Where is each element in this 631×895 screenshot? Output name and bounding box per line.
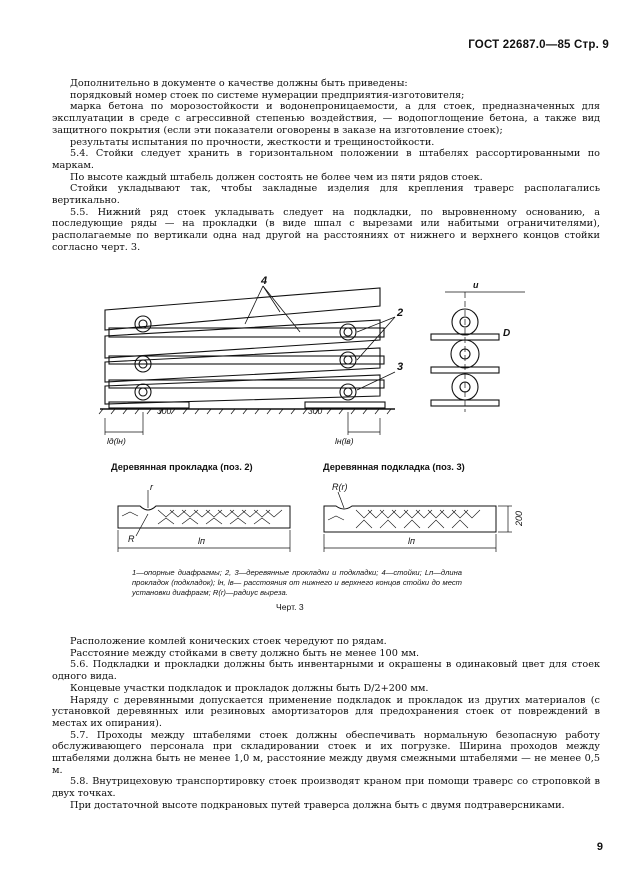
- paragraph: порядковый номер стоек по системе нумерации предприятия-изготовителя;: [70, 89, 465, 101]
- paragraph: Расположение комлей конических стоек чередуют по рядам.: [70, 636, 387, 647]
- label-R-left: R: [128, 534, 135, 544]
- label-u: u: [473, 280, 479, 290]
- label-r: r: [150, 482, 153, 492]
- page-number: 9: [596, 841, 603, 853]
- spacer-detail-right: [316, 480, 526, 560]
- paragraph: 5.5. Нижний ряд стоек укладывать следует на подкладки, по выровненному основанию, а последующие ряды — на прокладки (в виде шпал с вырезами или набитыми ограничителями), располагаемые по вертикали одна над другой на расстояниях от нижнего и верхнего концов стойки согласно черт. 3.: [52, 206, 600, 253]
- cross-section: [431, 292, 499, 412]
- paragraph: результаты испытания по прочности, жесткости и трещиностойкости.: [70, 136, 435, 148]
- paragraph: При достаточной высоте подкрановых путей траверса должна быть с двумя подтраверсниками.: [70, 799, 565, 811]
- page-header: ГОСТ 22687.0—85 Стр. 9: [468, 39, 609, 51]
- label-D: D: [503, 328, 511, 339]
- dim-300-left: 300: [157, 406, 172, 416]
- pole: [105, 288, 380, 330]
- figure-caption: 1—опорные диафрагмы; 2, 3—деревянные прокладки и подкладки; 4—стойки; Lп—длина прокладок (подкладок); lн, lв— расстояния от нижнего и верхнего концов стойки до мест установки диафрагм; R(r)—радиус выреза.: [132, 568, 462, 597]
- subtitle-left: Деревянная прокладка (поз. 2): [111, 462, 253, 472]
- dim-left: lд(lн): [107, 436, 126, 446]
- len-right: lп: [408, 536, 415, 546]
- label-4: 4: [261, 275, 268, 287]
- label-3: 3: [397, 361, 404, 373]
- dim-300-right: 300: [308, 406, 323, 416]
- paragraph: Расстояние между стойками в свету должно быть не менее 100 мм.: [70, 647, 420, 659]
- label-200: 200: [514, 510, 524, 526]
- diaphragm-column-left: [135, 316, 151, 400]
- paragraph: Дополнительно в документе о качестве должны быть приведены:: [70, 78, 408, 89]
- subtitle-right: Деревянная подкладка (поз. 3): [323, 462, 465, 472]
- figure-number: Черт. 3: [276, 602, 304, 612]
- diaphragm-column-right: [340, 324, 356, 400]
- paragraph: 5.7. Проходы между штабелями стоек должны обеспечивать нормальную безопасную работу обслуживающего персонала при складировании стоек и их погрузке. Ширина проходов между штабелями должна быть не менее 1,0 м, расстояние между двумя смежными штабелями — не менее 0,5 м.: [52, 729, 600, 776]
- spacer: [109, 328, 384, 337]
- paragraph: Стойки укладывают так, чтобы закладные изделия для крепления траверс располагались вертикально.: [52, 183, 600, 207]
- paragraph: Наряду с деревянными допускается применение подкладок и прокладок из других материалов (с установкой деревянных или резиновых амортизаторов для предохранения стоек от повреждений в местах их опирания).: [52, 694, 600, 729]
- label-R: R(r): [332, 482, 348, 492]
- paragraph: 5.4. Стойки следует хранить в горизонтальном положении в штабелях рассортированными по маркам.: [52, 148, 600, 171]
- paragraph: марка бетона по морозостойкости и водонепроницаемости, а для стоек, предназначенных для эксплуатации в среде с агрессивной степенью воздействия, — водопоглощение бетона, а также вид защитного покрытия (если эти показатели оговорены в заказе на изготовление стоек);: [52, 101, 600, 136]
- bottom-text-block: [52, 636, 600, 812]
- spacer-detail-left: [108, 480, 308, 560]
- top-text-block: [52, 78, 600, 254]
- paragraph: Концевые участки подкладок и прокладок должны быть D/2+200 мм.: [70, 682, 429, 694]
- paragraph: 5.8. Внутрицеховую транспортировку стоек производят краном при помощи траверс со строповкой в двух точках.: [52, 776, 600, 800]
- stack-drawing: [95, 272, 525, 447]
- paragraph: 5.6. Подкладки и прокладки должны быть инвентарными и окрашены в одинаковый цвет для стоек одного вида.: [52, 659, 600, 683]
- dim-right: lн(lв): [335, 436, 354, 446]
- label-2: 2: [397, 307, 404, 319]
- paragraph: По высоте каждый штабель должен состоять не более чем из пяти рядов стоек.: [70, 171, 483, 183]
- len-left: lп: [198, 536, 205, 546]
